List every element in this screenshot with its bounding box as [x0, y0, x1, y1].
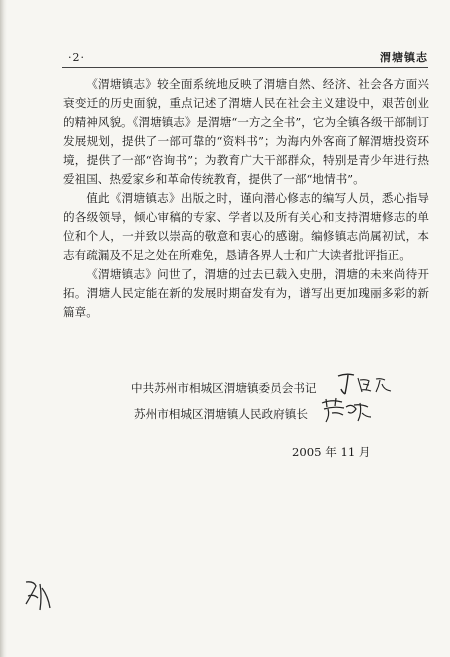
- handwritten-signature-secretary: [336, 370, 396, 396]
- signatory-mayor-title: 苏州市相城区渭塘镇人民政府镇长: [134, 407, 308, 421]
- preface-body: [63, 75, 429, 322]
- page-edge-shadow: [0, 0, 7, 657]
- paragraph: 值此《渭塘镇志》出版之时，谨向潜心修志的编写人员，悉心指导的各级领导，倾心审稿的专家、学者以及所有关心和支持渭塘修志的单位和个人，一并致以崇高的敬意和衷心的感谢。编修镇志尚属初试，本志有疏漏及不足之处在所难免，恳请各界人士和广大读者批评指正。: [63, 191, 429, 262]
- header-rule: [62, 67, 428, 68]
- running-head: 渭塘镇志: [380, 51, 428, 64]
- signatory-party-secretary-title: 中共苏州市相城区渭塘镇委员会书记: [131, 381, 317, 395]
- signing-date: 2005 年 11 月: [292, 445, 371, 459]
- paragraph: 《渭塘镇志》问世了，渭塘的过去已载入史册，渭塘的未来尚待开拓。渭塘人民定能在新的发展时期奋发有为，谱写出更加瑰丽多彩的新篇章。: [63, 267, 429, 319]
- handwritten-margin-mark: [22, 578, 52, 614]
- handwritten-signature-mayor: [318, 395, 374, 425]
- paragraph: 《渭塘镇志》较全面系统地反映了渭塘自然、经济、社会各方面兴衰变迁的历史面貌，重点记述了渭塘人民在社会主义建设中，艰苦创业的精神风貌。《渭塘镇志》是渭塘“一方之全书”，它为全镇各级干部制订发展规划，提供了一部可靠的“资料书”；为海内外客商了解渭塘投资环境，提供了一部“咨询书”；为教育广大干部群众，特别是青少年进行热爱祖国、热爱家乡和革命传统教育，提供了一部“地情书”。: [63, 77, 429, 186]
- page-number: ·2·: [68, 51, 85, 64]
